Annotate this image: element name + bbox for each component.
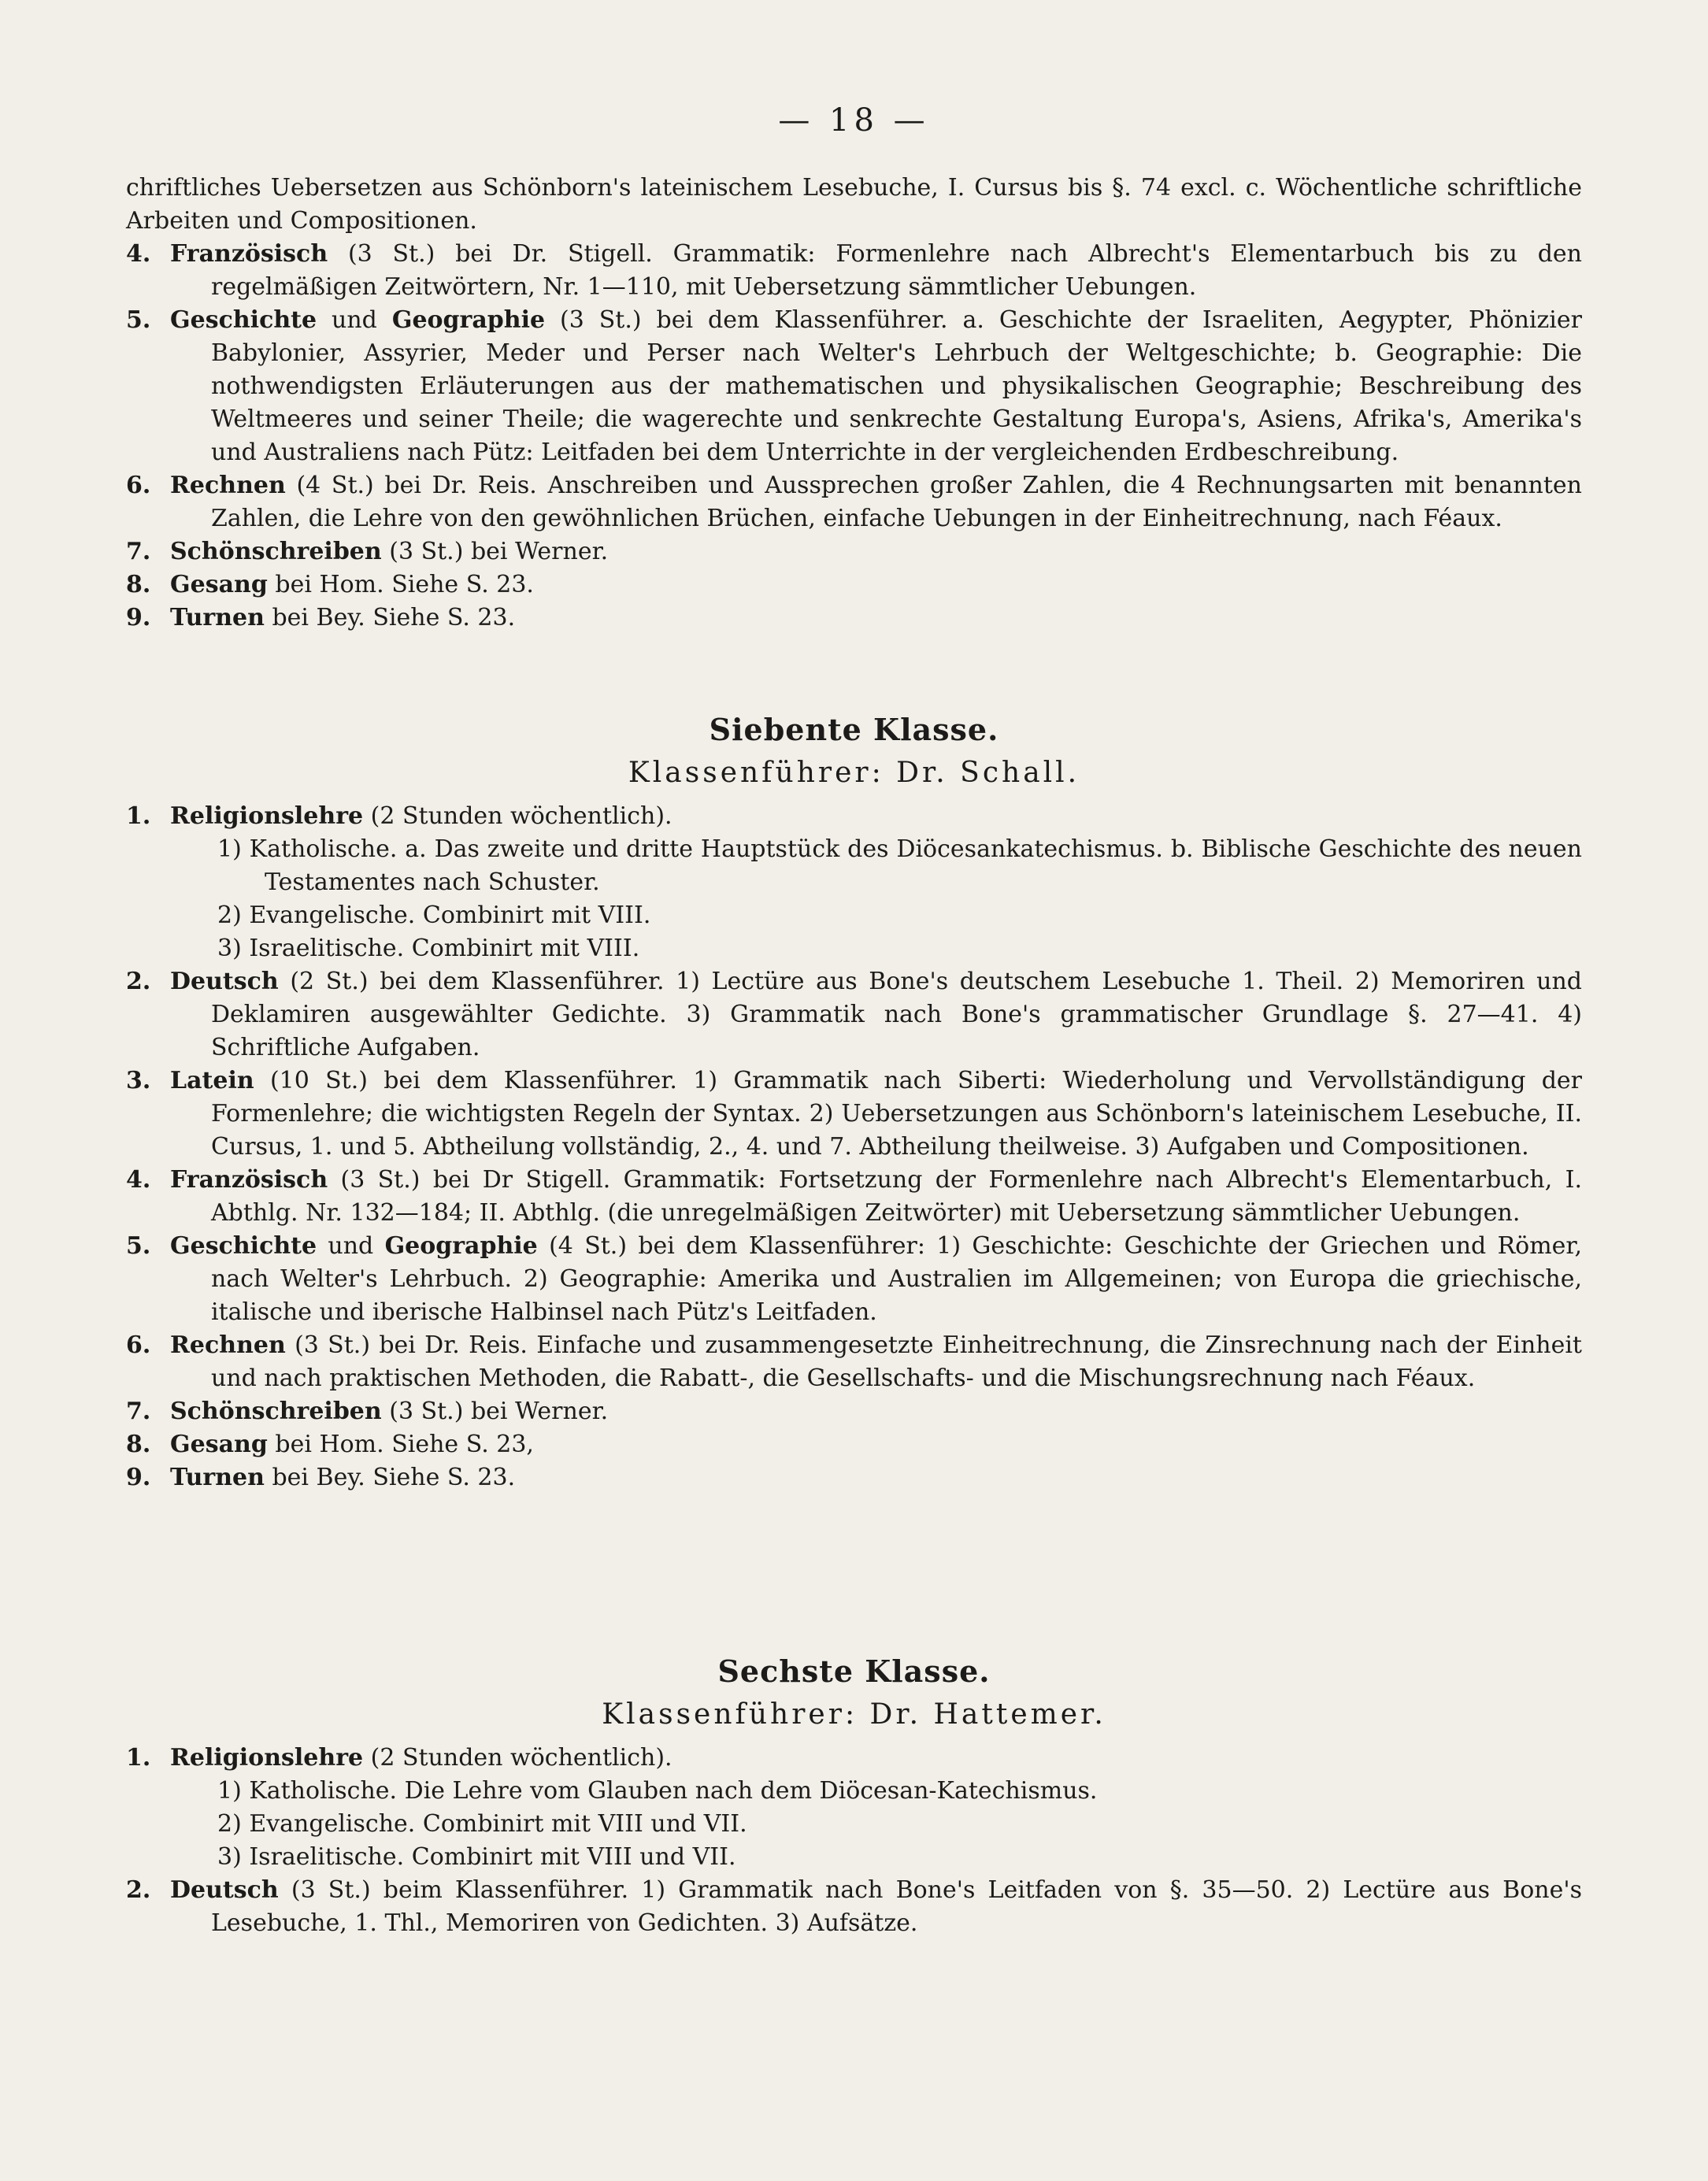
first-block <box>126 238 1582 635</box>
list-item: 9. Turnen bei Bey. Siehe S. 23. <box>126 604 516 631</box>
sub-item: 3) Israelitische. Combinirt mit VIII und VII. <box>217 1843 736 1871</box>
spacer <box>126 1494 1582 1613</box>
sub-item: 2) Evangelische. Combinirt mit VIII. <box>217 902 651 929</box>
page-number: — 18 — <box>778 102 930 139</box>
class-leader: Klassenführer: Dr. Hattemer. <box>602 1698 1106 1731</box>
sub-item: 3) Israelitische. Combinirt mit VIII. <box>217 935 640 962</box>
list-item: 3. Latein (10 St.) bei dem Klassenführer. 1) Grammatik nach Siberti: Wiederholung und Vervollständigung der Formenlehre; die wichtigsten Regeln der Syntax. 2) Uebersetzungen aus Schönborn's lateinischem Lesebuche, II. Cursus, 1. und 5. Abtheilung vollständig, 2., 4. und 7. Abtheilung theilweise. 3) Aufgaben und Compositionen. <box>126 1067 1582 1161</box>
class-leader: Klassenführer: Dr. Schall. <box>628 757 1080 789</box>
list-item: 6. Rechnen (4 St.) bei Dr. Reis. Anschreiben und Aussprechen großer Zahlen, die 4 Rechnungsarten mit benannten Zahlen, die Lehre von den gewöhnlichen Brüchen, einfache Uebungen in der Einheitrechnung, nach Féaux. <box>126 472 1582 532</box>
list-item: 1. Religionslehre (2 Stunden wöchentlich). <box>126 1744 672 1772</box>
list-item: 5. Geschichte und Geographie (3 St.) bei dem Klassenführer. a. Geschichte der Israeliten, Aegypter, Phönizier Babylonier, Assyrier, Meder und Perser nach Welter's Lehrbuch der Weltgeschichte; b. Geographie: Die nothwendigsten Erläuterungen aus der mathematischen und physikalischen Geographie; Beschreibung des Weltmeeres und seiner Theile; die wagerechte und senkrechte Gestaltung Europa's, Asiens, Afrika's, Amerika's und Australiens nach Pütz: Leitfaden bei dem Unterrichte in der vergleichenden Erdbeschreibung. <box>126 306 1582 466</box>
class-heading: Siebente Klasse. <box>709 712 999 747</box>
list-item: 7. Schönschreiben (3 St.) bei Werner. <box>126 1398 609 1425</box>
sub-item: 2) Evangelische. Combinirt mit VIII und VII. <box>217 1810 747 1838</box>
list-item: 1. Religionslehre (2 Stunden wöchentlich). <box>126 802 672 830</box>
intro-continuation: chriftliches Uebersetzen aus Schönborn's lateinischem Lesebuche, I. Cursus bis §. 74 excl. c. Wöchentliche schriftliche Arbeiten und Compositionen. <box>126 174 1582 235</box>
list-item: 8. Gesang bei Hom. Siehe S. 23. <box>126 571 534 598</box>
list-item: 4. Französisch (3 St.) bei Dr. Stigell. Grammatik: Formenlehre nach Albrecht's Elementarbuch bis zu den regelmäßigen Zeitwörtern, Nr. 1—110, mit Uebersetzung sämmtlicher Uebungen. <box>126 240 1582 301</box>
list-item: 7. Schönschreiben (3 St.) bei Werner. <box>126 538 609 565</box>
list-item: 2. Deutsch (3 St.) beim Klassenführer. 1) Grammatik nach Bone's Leitfaden von §. 35—50. 2) Lectüre aus Bone's Lesebuche, 1. Thl., Memoriren von Gedichten. 3) Aufsätze. <box>126 1876 1582 1937</box>
list-item: 4. Französisch (3 St.) bei Dr Stigell. Grammatik: Fortsetzung der Formenlehre nach Albrecht's Elementarbuch, I. Abthlg. Nr. 132—184; II. Abthlg. (die unregelmäßigen Zeitwörter) mit Uebersetzung sämmtlicher Uebungen. <box>126 1166 1582 1227</box>
list-item: 9. Turnen bei Bey. Siehe S. 23. <box>126 1464 516 1491</box>
seventh-class-section <box>126 712 1582 1494</box>
sub-item: 1) Katholische. Die Lehre vom Glauben nach dem Diöcesan-Katechismus. <box>217 1777 1098 1805</box>
spacer <box>126 635 1582 671</box>
sub-item: 1) Katholische. a. Das zweite und dritte Hauptstück des Diöcesankatechismus. b. Biblische Geschichte des neuen Testamentes nach Schuster. <box>217 835 1582 896</box>
list-item: 8. Gesang bei Hom. Siehe S. 23, <box>126 1431 534 1458</box>
sixth-class-section <box>126 1653 1582 1940</box>
list-item: 5. Geschichte und Geographie (4 St.) bei dem Klassenführer: 1) Geschichte: Geschichte der Griechen und Römer, nach Welter's Lehrbuch. 2) Geographie: Amerika und Australien im Allgemeinen; von Europa die griechische, italische und iberische Halbinsel nach Pütz's Leitfaden. <box>126 1232 1582 1326</box>
class-heading: Sechste Klasse. <box>717 1653 991 1689</box>
list-item: 6. Rechnen (3 St.) bei Dr. Reis. Einfache und zusammengesetzte Einheitrechnung, die Zinsrechnung nach der Einheit und nach praktischen Methoden, die Rabatt-, die Gesellschafts- und die Mischungsrechnung nach Féaux. <box>126 1331 1582 1392</box>
list-item: 2. Deutsch (2 St.) bei dem Klassenführer. 1) Lectüre aus Bone's deutschem Lesebuche 1. Theil. 2) Memoriren und Deklamiren ausgewählter Gedichte. 3) Grammatik nach Bone's grammatischer Grundlage §. 27—41. 4) Schriftliche Aufgaben. <box>126 968 1582 1061</box>
